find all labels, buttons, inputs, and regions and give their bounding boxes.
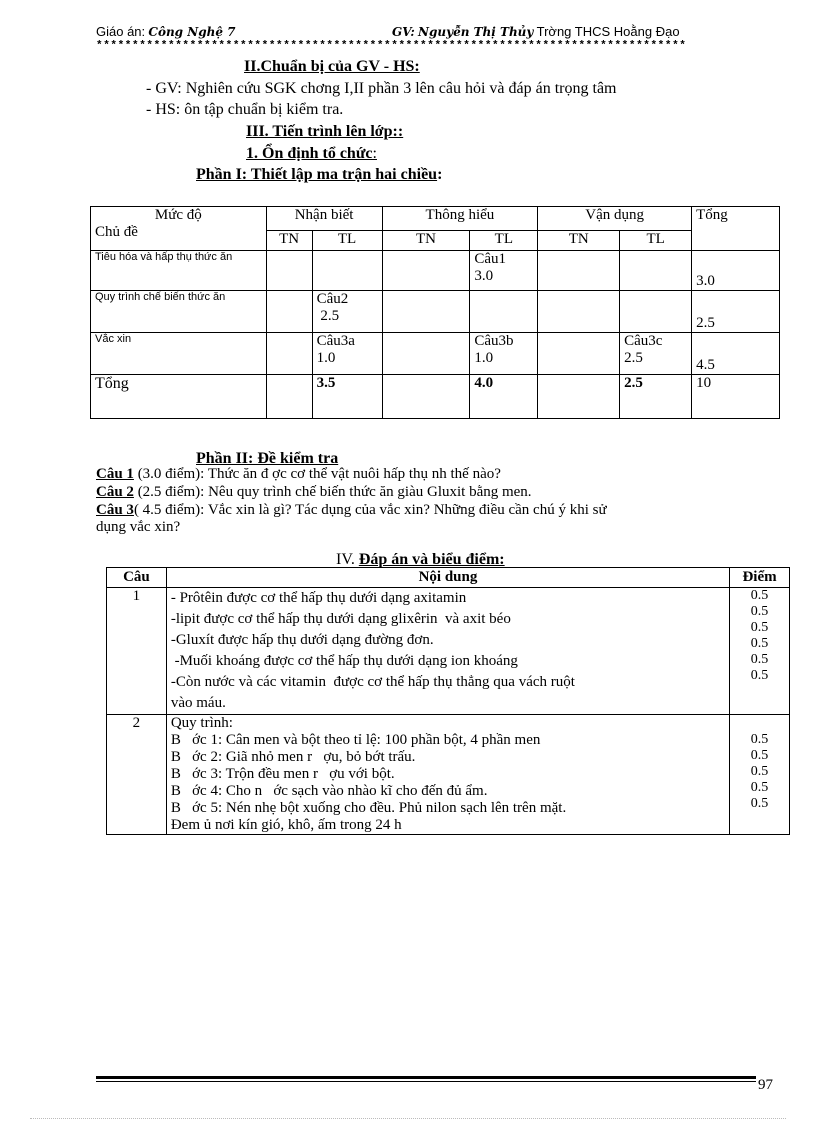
order-heading <box>246 145 377 163</box>
question-2-text: (2.5 điểm): Nêu quy trình chế biến thức ăn giàu Gluxit bằng men. <box>133 484 532 500</box>
matrix-row <box>91 333 780 375</box>
matrix-cell <box>266 291 312 333</box>
question-3-text: ( 4.5 điểm): Vắc xin là gì? Tác dụng của vắc xin? Những điều cần chú ý khi sử <box>133 502 607 518</box>
matrix-cell <box>620 291 692 333</box>
answer-line: Đem ủ nơi kín gió, khô, ấm trong 24 h <box>170 817 402 833</box>
answer-point: 0.5 <box>750 732 769 747</box>
answer-point: 0.5 <box>750 588 769 603</box>
section-4-title: Đáp án và biểu điểm: <box>358 551 505 568</box>
matrix-total-cell: 2.5 <box>620 375 692 419</box>
answer-point: 0.5 <box>750 636 769 651</box>
matrix-topic-cell: Tiêu hóa và hấp thụ thức ăn <box>91 251 267 291</box>
question-3-cont: dụng vắc xin? <box>96 519 181 535</box>
matrix-cell <box>382 251 470 291</box>
matrix-total-row <box>91 375 780 419</box>
section-2-gv: - GV: Nghiên cứu SGK chơng I,II phần 3 lên câu hỏi và đáp án trọng tâm <box>146 80 617 97</box>
matrix-total-cell <box>538 375 620 419</box>
answer-content-cell <box>166 715 729 835</box>
matrix-total-cell: 4.0 <box>470 375 538 419</box>
answer-line: vào máu. <box>170 695 226 711</box>
subject-name: Công Nghệ 7 <box>148 25 236 39</box>
matrix-cell <box>382 333 470 375</box>
answer-point: 0.5 <box>750 780 769 795</box>
section-4-prefix: IV. <box>336 551 359 568</box>
order-title: 1. Ổn định tổ chức <box>246 145 373 162</box>
answer-col-points: Điểm <box>730 568 790 588</box>
matrix-total-cell <box>266 375 312 419</box>
matrix-row-total: 3.0 <box>692 251 780 291</box>
answer-line: B ớc 2: Giã nhỏ men r ợu, bỏ bớt trấu. <box>170 749 416 765</box>
matrix-cell: Câu3c 2.5 <box>620 333 692 375</box>
order-colon: : <box>372 145 377 162</box>
matrix-topic-header: Chủ đề <box>95 224 138 240</box>
matrix-cell: Câu3b 1.0 <box>470 333 538 375</box>
footer-rule-thin <box>96 1081 756 1082</box>
matrix-cell <box>470 291 538 333</box>
answer-point: 0.5 <box>750 748 769 763</box>
matrix-level-2: Thông hiểu <box>382 207 538 231</box>
page-number: 97 <box>758 1077 773 1093</box>
answer-content-cell <box>166 588 729 715</box>
answer-point: 0.5 <box>750 652 769 667</box>
answer-line: B ớc 4: Cho n ớc sạch vào nhào kĩ cho đến đủ ẩm. <box>170 783 488 799</box>
answer-col-content: Nội dung <box>166 568 729 588</box>
matrix-level-3: Vận dụng <box>538 207 692 231</box>
matrix-cell <box>266 333 312 375</box>
answer-line: B ớc 3: Trộn đều men r ợu với bột. <box>170 766 395 782</box>
footer-rule <box>96 1076 756 1079</box>
matrix-cell <box>382 291 470 333</box>
section-3-title: III. Tiến trình lên lớp:: <box>246 123 404 140</box>
part-2-title: Phần II: Đề kiểm tra <box>196 450 339 467</box>
matrix-cell: Câu2 2.5 <box>312 291 382 333</box>
question-3 <box>96 502 607 519</box>
matrix-cell <box>538 333 620 375</box>
matrix-total-header: Tổng <box>692 207 780 251</box>
answer-line: -Muối khoáng được cơ thể hấp thụ dưới dạng ion khoáng <box>170 653 518 669</box>
answer-line: Quy trình: <box>170 715 233 731</box>
matrix-cell: Câu3a 1.0 <box>312 333 382 375</box>
matrix-table <box>90 206 780 419</box>
answer-table <box>106 567 790 835</box>
matrix-sub-tl: TL <box>470 231 538 251</box>
matrix-sub-tl: TL <box>312 231 382 251</box>
answer-col-question: Câu <box>107 568 167 588</box>
question-1 <box>96 466 501 483</box>
answer-line: -Gluxít được hấp thụ dưới dạng đường đơn. <box>170 632 434 648</box>
section-2-title: II.Chuẩn bị của GV - HS: <box>244 58 420 75</box>
matrix-sub-tn: TN <box>538 231 620 251</box>
matrix-row <box>91 291 780 333</box>
header-divider: ********************************************************************************** <box>96 40 687 52</box>
answer-point: 0.5 <box>750 764 769 779</box>
part-1-title: Phần I: Thiết lập ma trận hai chiều <box>196 166 438 183</box>
answer-point: 0.5 <box>750 796 769 811</box>
matrix-cell <box>538 291 620 333</box>
answer-line: - Prôtêin được cơ thể hấp thụ dưới dạng axitamin <box>170 590 467 606</box>
matrix-total-label: Tổng <box>91 375 267 419</box>
matrix-level-1: Nhận biết <box>266 207 382 231</box>
answer-line: -Còn nước và các vitamin được cơ thể hấp thụ thẳng qua vách ruột <box>170 674 575 690</box>
school-name: Trờng THCS Hoằng Đạo <box>536 24 680 39</box>
matrix-cell: Câu1 3.0 <box>470 251 538 291</box>
section-2-hs: - HS: ôn tập chuẩn bị kiểm tra. <box>146 101 344 118</box>
answer-line: -lipit được cơ thể hấp thụ dưới dạng glixêrin và axit béo <box>170 611 511 627</box>
part-1-heading <box>196 166 442 184</box>
answer-point: 0.5 <box>750 604 769 619</box>
question-1-label: Câu 1 <box>96 466 134 482</box>
matrix-topic-cell: Quy trình chế biến thức ăn <box>91 291 267 333</box>
matrix-sub-tn: TN <box>266 231 312 251</box>
answer-question-number: 2 <box>107 715 167 835</box>
matrix-cell <box>312 251 382 291</box>
question-2-label: Câu 2 <box>96 484 134 500</box>
matrix-total-cell <box>382 375 470 419</box>
matrix-cell <box>538 251 620 291</box>
answer-line: B ớc 1: Cân men và bột theo tỉ lệ: 100 phần bột, 4 phần men <box>170 732 541 748</box>
question-1-text: (3.0 điểm): Thức ăn đ ợc cơ thể vật nuôi hấp thụ nh thế nào? <box>133 466 501 482</box>
matrix-sub-tl: TL <box>620 231 692 251</box>
answer-point: 0.5 <box>750 668 769 683</box>
answer-line: B ớc 5: Nén nhẹ bột xuống cho đều. Phủ nilon sạch lên trên mặt. <box>170 800 567 816</box>
answer-row <box>107 588 790 715</box>
matrix-level-header: Mức độ <box>154 207 202 223</box>
page-bottom-edge <box>30 1118 786 1119</box>
teacher-name: Nguyễn Thị Thủy <box>418 25 534 39</box>
answer-question-number: 1 <box>107 588 167 715</box>
question-3-label: Câu 3 <box>96 502 134 518</box>
matrix-total-cell: 3.5 <box>312 375 382 419</box>
lesson-plan-label: Giáo án: <box>96 24 146 39</box>
matrix-row-total: 4.5 <box>692 333 780 375</box>
page-header <box>96 24 680 40</box>
teacher-label: GV: <box>392 25 415 39</box>
part-1-colon: : <box>437 166 443 183</box>
matrix-row-total: 2.5 <box>692 291 780 333</box>
answer-point: 0.5 <box>750 620 769 635</box>
question-2 <box>96 484 532 501</box>
answer-row <box>107 715 790 835</box>
matrix-cell <box>266 251 312 291</box>
matrix-grand-total: 10 <box>692 375 780 419</box>
matrix-sub-tn: TN <box>382 231 470 251</box>
matrix-corner-cell <box>91 207 267 251</box>
matrix-topic-cell: Vắc xin <box>91 333 267 375</box>
matrix-row <box>91 251 780 291</box>
matrix-cell <box>620 251 692 291</box>
